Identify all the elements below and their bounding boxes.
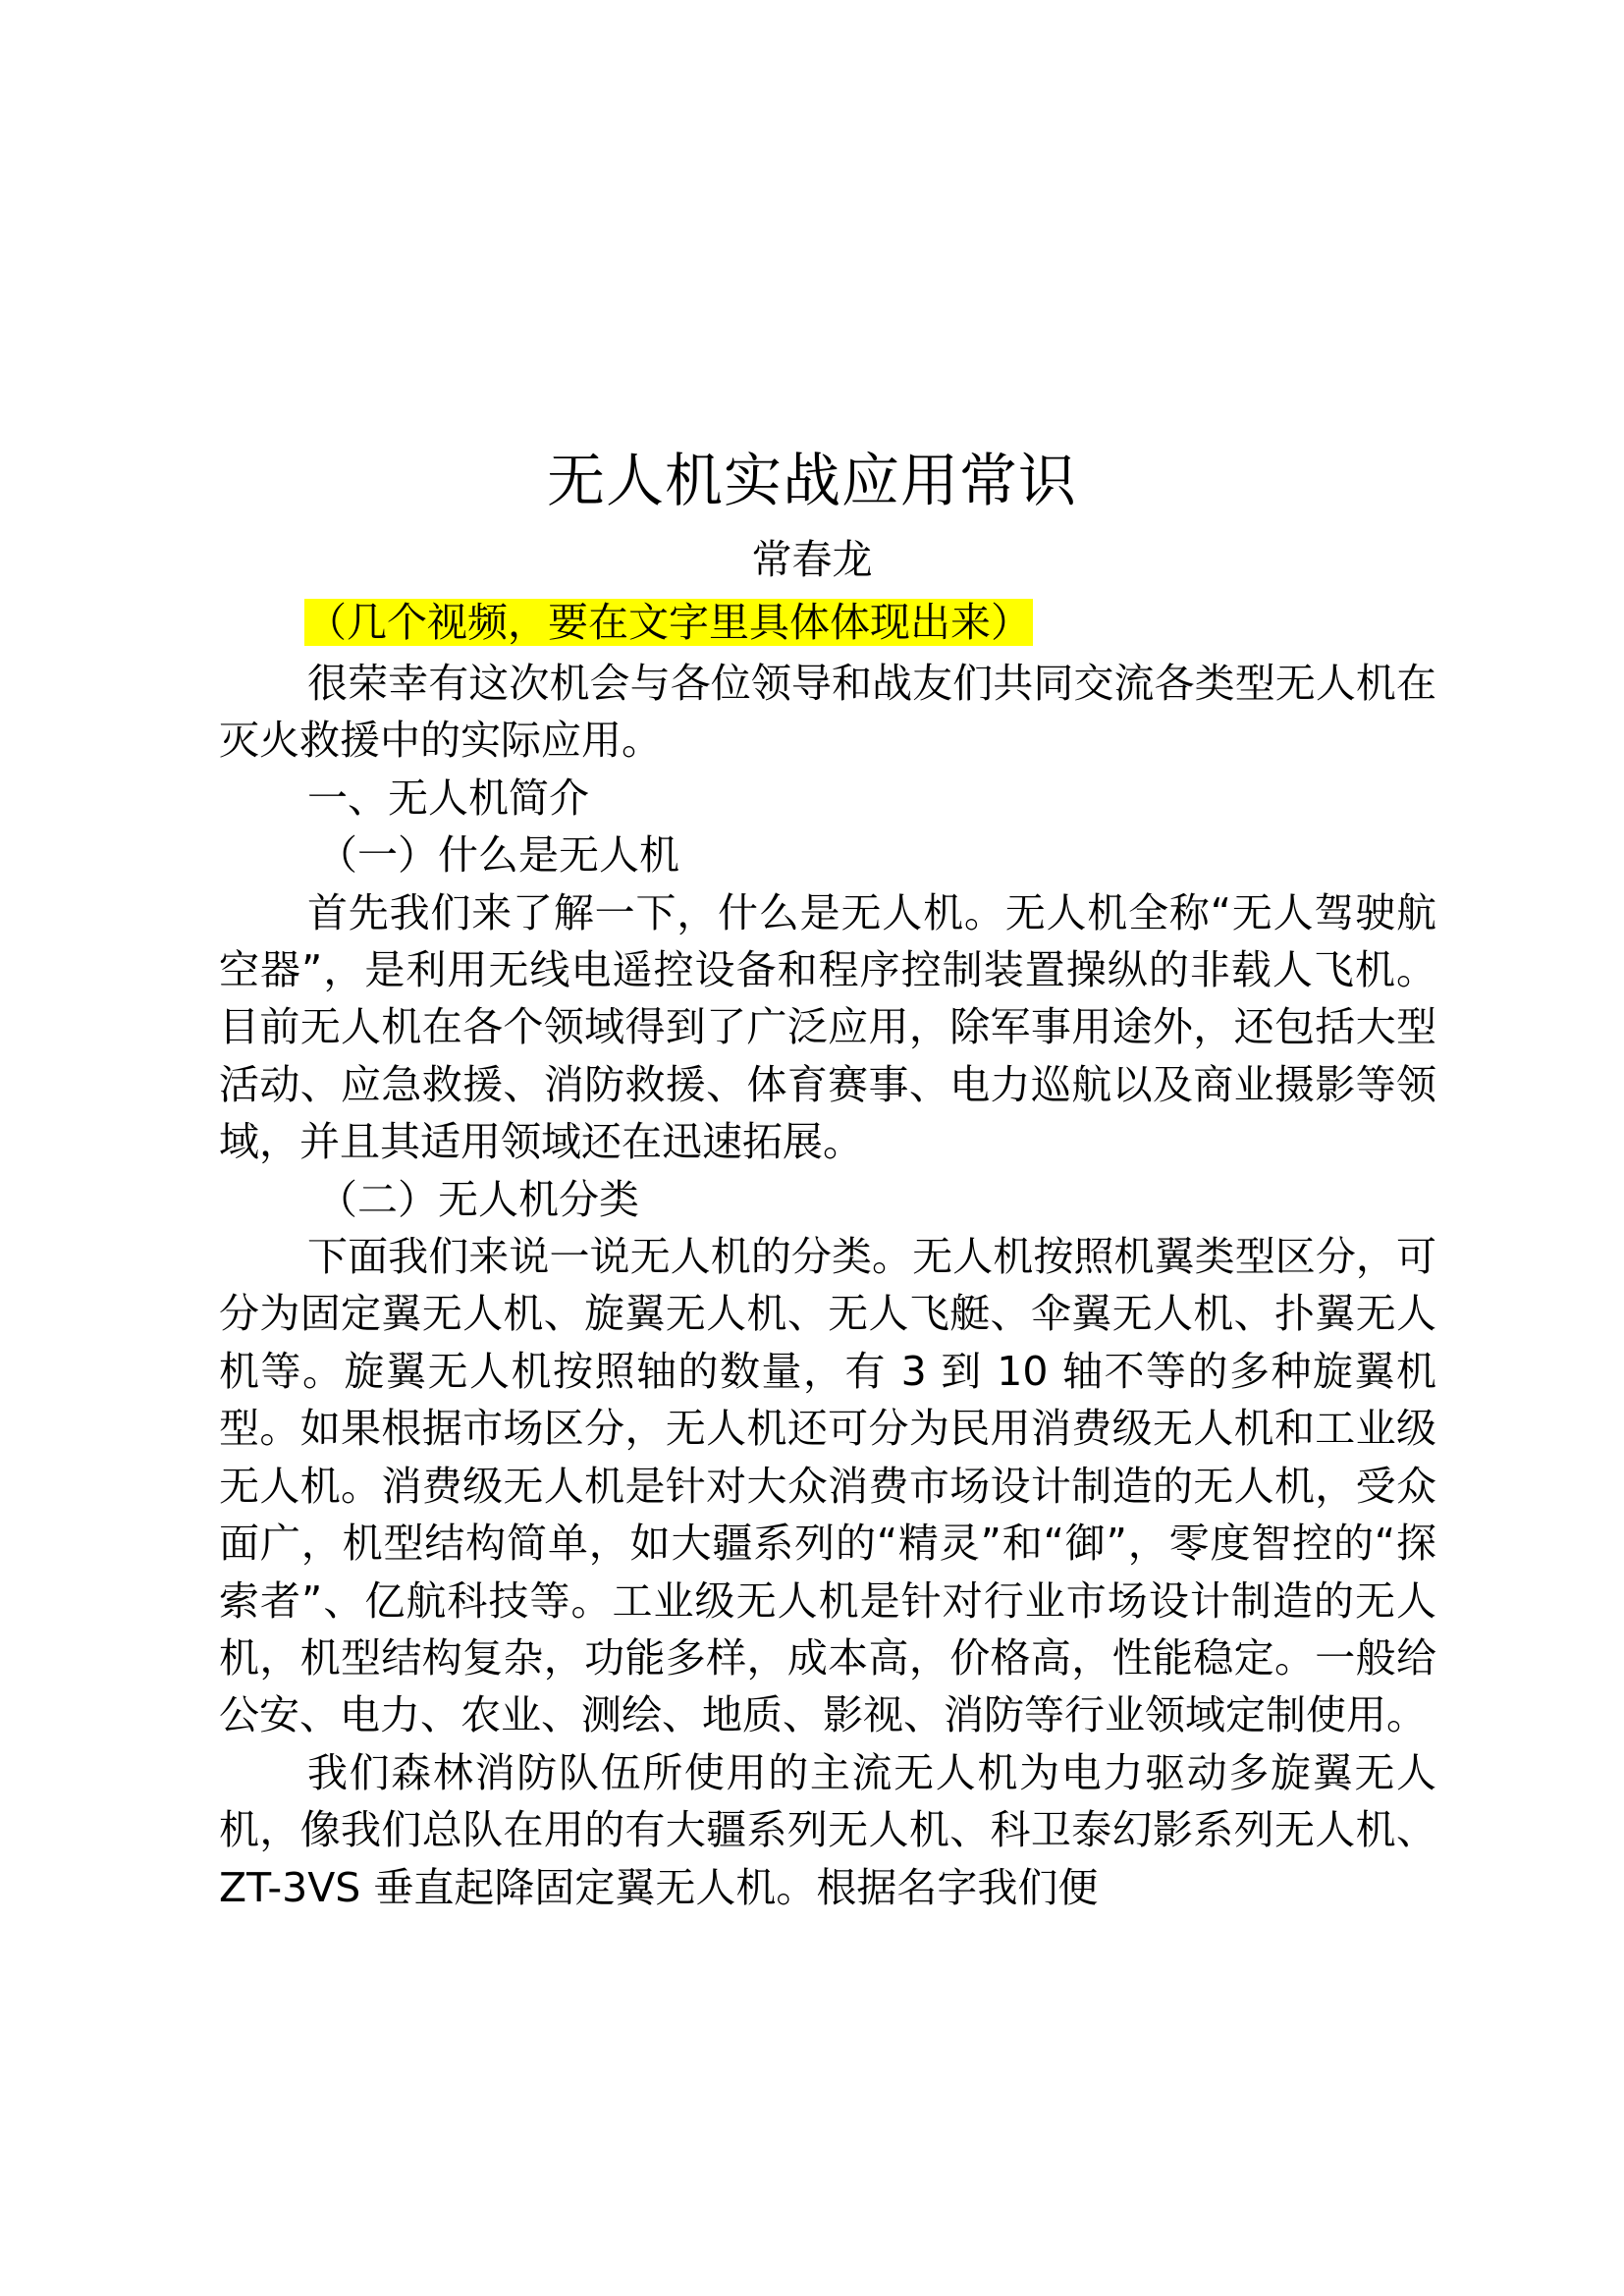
paragraph: 首先我们来了解一下，什么是无人机。无人机全称“无人驾驶航空器”，是利用无线电遥控设备和程序控制装置操纵的非载人飞机。目前无人机在各个领域得到了广泛应用，除军事用途外，还包括大型活动、应急救援、消防救援、体育赛事、电力巡航以及商业摄影等领域，并且其适用领域还在迅速拓展。: [219, 888, 1436, 1166]
paragraph-intro: 很荣幸有这次机会与各位领导和战友们共同交流各类型无人机在灭火救援中的实际应用。: [219, 660, 1436, 765]
document-author: 常春龙: [751, 536, 873, 583]
document-title: 无人机实战应用常识: [546, 447, 1077, 514]
paragraph: 下面我们来说一说无人机的分类。无人机按照机翼类型区分，可分为固定翼无人机、旋翼无人机、无人飞艇、伞翼无人机、扑翼无人机等。旋翼无人机按照轴的数量，有 3 到 10 轴不等的多种旋翼机型。如果根据市场区分，无人机还可分为民用消费级无人机和工业级无人机。消费级无人机是针对大众消费市场设计制造的无人机，受众面广，机型结构简单，如大疆系列的“精灵”和“御”，零度智控的“探索者”、亿航科技等。工业级无人机是针对行业市场设计制造的无人机，机型结构复杂，功能多样，成本高，价格高，性能稳定。一般给公安、电力、农业、测绘、地质、影视、消防等行业领域定制使用。: [219, 1233, 1436, 1739]
paragraph: 我们森林消防队伍所使用的主流无人机为电力驱动多旋翼无人机，像我们总队在用的有大疆系列无人机、科卫泰幻影系列无人机、ZT-3VS 垂直起降固定翼无人机。根据名字我们便: [219, 1748, 1436, 1911]
subsection-heading: （二）无人机分类: [317, 1175, 639, 1223]
highlighted-note-text: （几个视频，要在文字里具体体现出来）: [306, 599, 1031, 646]
subsection-heading: （一）什么是无人机: [317, 831, 679, 880]
section-heading: 一、无人机简介: [307, 774, 589, 822]
highlighted-note: [304, 596, 1033, 649]
document-body: [219, 655, 1436, 1916]
